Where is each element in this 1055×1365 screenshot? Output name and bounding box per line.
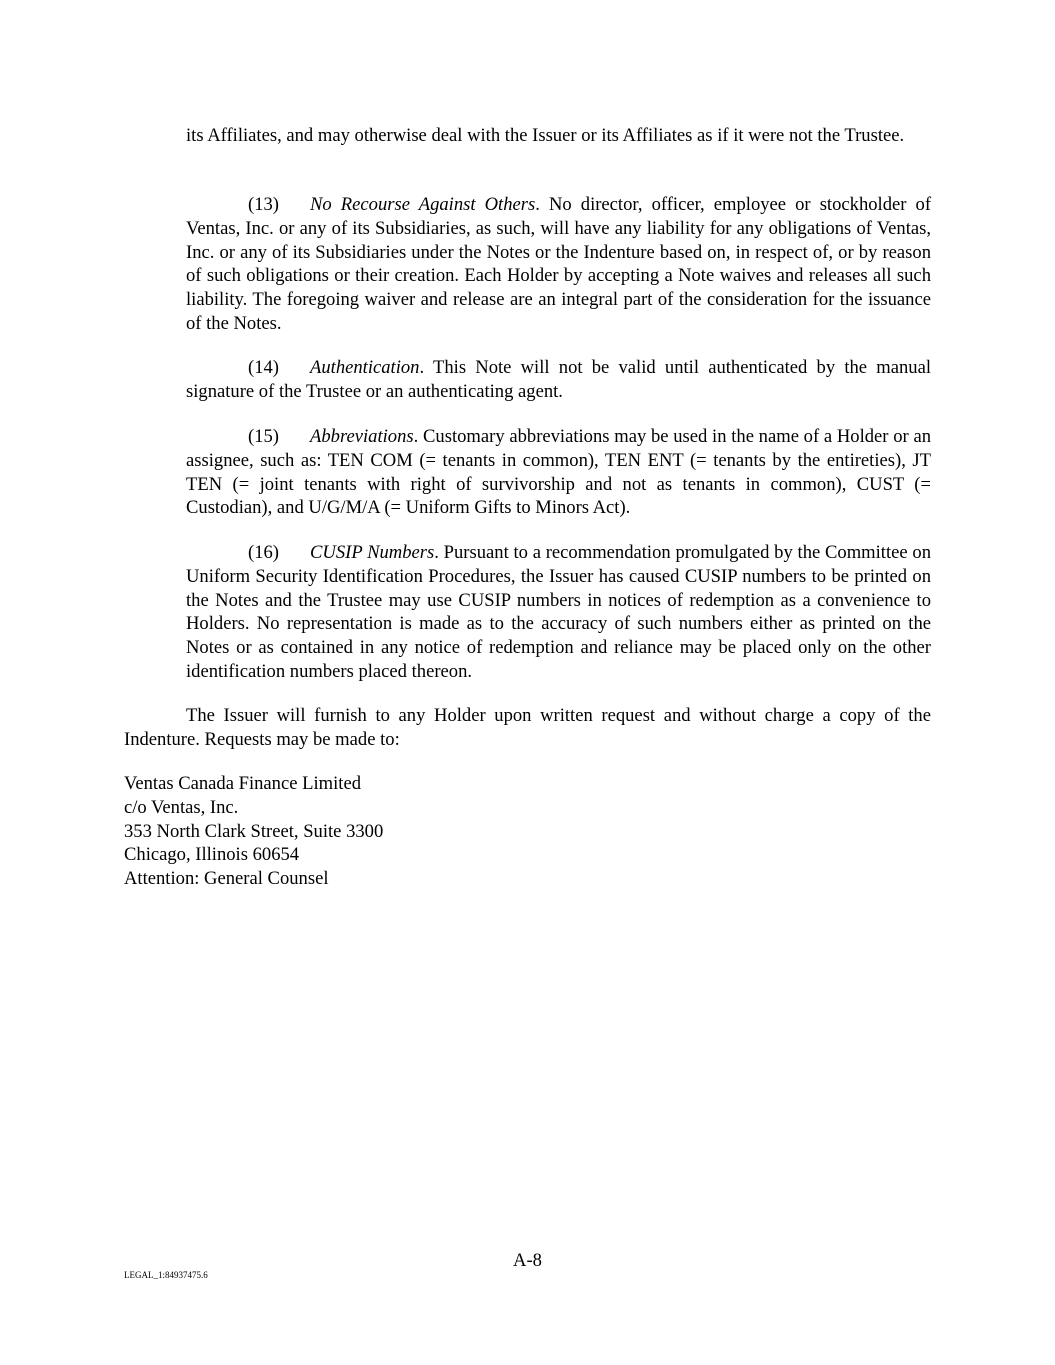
page-number: A-8 (513, 1250, 542, 1271)
address-line-city: Chicago, Illinois 60654 (124, 844, 300, 866)
section-14-body: . This Note will not be valid until authenticated by the manual signature of the Trustee or an authenticating agent. (186, 357, 931, 402)
section-13-body: . No director, officer, employee or stockholder of Ventas, Inc. or any of its Subsidiaries, as such, will have any liability for any obligations of Ventas, Inc. or any of its Subsidiaries under the Notes or the Indenture based on, in respect of, or by reason of such obligations or their creation. Each Holder by accepting a Note waives and releases all such liability. The foregoing waiver and release are an integral part of the consideration for the issuance of the Notes. (186, 194, 932, 334)
section-14-number: (14) (248, 357, 279, 378)
section-13-heading: No Recourse Against Others (310, 194, 536, 215)
continuation-text: its Affiliates, and may otherwise deal with the Issuer or its Affiliates as if it were not the Trustee. (186, 125, 905, 146)
furnish-text: The Issuer will furnish to any Holder upon written request and without charge a copy of the Indenture. Requests may be made to: (124, 705, 931, 750)
address-line-company: Ventas Canada Finance Limited (124, 773, 361, 794)
section-13-paragraph (186, 193, 931, 336)
section-16-body: . Pursuant to a recommendation promulgated by the Committee on Uniform Security Identification Procedures, the Issuer has caused CUSIP numbers to be printed on the Notes and the Trustee may use CUSIP numbers in notices of redemption as a convenience to Holders. No representation is made as to the accuracy of such numbers either as printed on the Notes or as contained in any notice of redemption and reliance may be placed only on the other identification numbers placed thereon. (186, 542, 931, 682)
section-16-number: (16) (248, 542, 279, 563)
section-15-body: . Customary abbreviations may be used in the name of a Holder or an assignee, such as: TEN COM (= tenants in common), TEN ENT (= tenants by the entireties), JT TEN (= joint tenants with right of survivorship and not as tenants in common), CUST (= Custodian), and U/G/M/A (= Uniform Gifts to Minors Act). (186, 426, 931, 519)
section-16-paragraph (186, 541, 931, 684)
address-line-street: 353 North Clark Street, Suite 3300 (124, 820, 384, 842)
address-block (124, 772, 383, 891)
section-15-heading: Abbreviations (310, 426, 414, 447)
section-15-paragraph (186, 425, 931, 520)
section-15-number: (15) (248, 426, 279, 447)
section-14-heading: Authentication (310, 357, 420, 378)
section-13-number: (13) (248, 194, 279, 215)
address-line-care-of: c/o Ventas, Inc. (124, 796, 239, 818)
furnish-paragraph (124, 704, 931, 752)
address-line-attention: Attention: General Counsel (124, 868, 329, 890)
section-14-paragraph (186, 356, 931, 404)
continuation-paragraph (186, 124, 931, 148)
section-16-heading: CUSIP Numbers (310, 542, 435, 563)
document-id: LEGAL_1:84937475.6 (124, 1270, 208, 1280)
